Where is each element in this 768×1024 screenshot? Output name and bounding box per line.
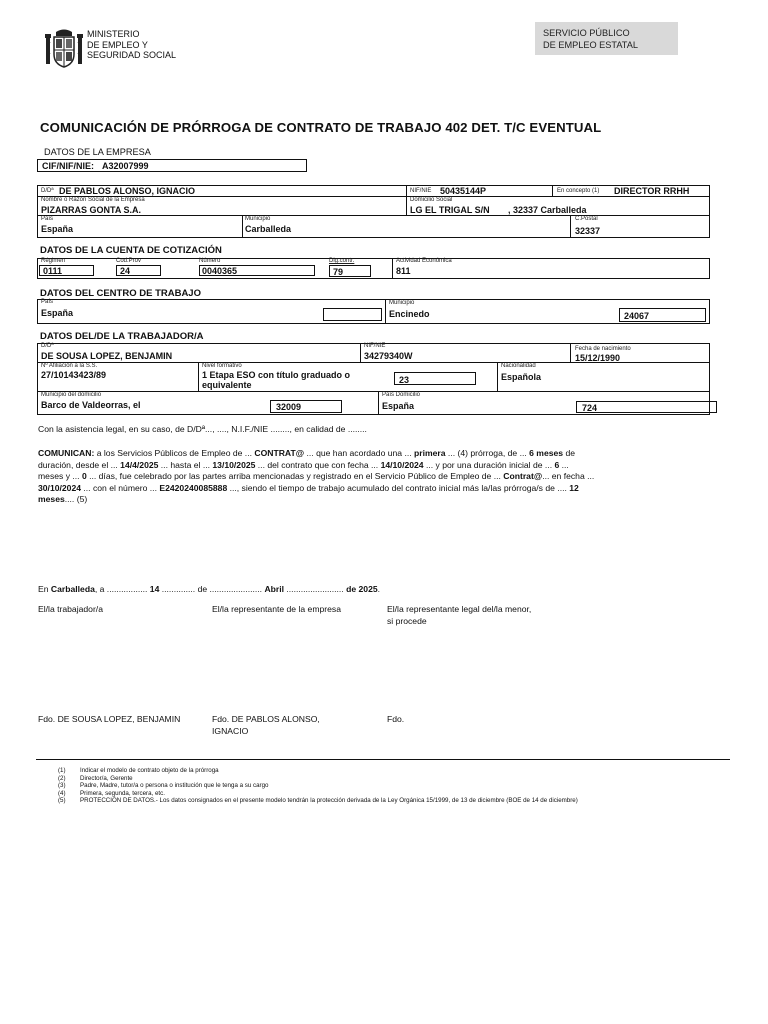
comunican-paragraph <box>38 448 728 506</box>
codprov-field <box>116 265 161 276</box>
text: de <box>563 448 576 458</box>
fdo-empresa-1: Fdo. DE PABLOS ALONSO, <box>212 714 320 724</box>
divider <box>242 215 243 238</box>
concepto-label: En concepto (1) <box>557 188 600 194</box>
fecha-lugar: Carballeda <box>50 584 95 594</box>
fecha-anio: de 2025 <box>346 584 378 594</box>
trab-nacionalidad-value: Española <box>501 372 542 382</box>
divider <box>497 362 498 391</box>
centro-pais-value: España <box>41 308 74 318</box>
tiempo-acumulado-value: 12 <box>569 482 579 493</box>
dig-label: Dig.contr. <box>329 258 355 264</box>
divider <box>37 391 710 392</box>
trabajador-heading: DATOS DEL/DE LA TRABAJADOR/A <box>40 331 204 342</box>
text: ... con el número ... <box>81 482 160 493</box>
divider <box>570 343 571 362</box>
fdo-trabajador: Fdo. DE SOUSA LOPEZ, BENJAMIN <box>38 714 181 724</box>
trab-pais-label: País Domicilio <box>382 392 421 398</box>
sepe-line-2: DE EMPLEO ESTATAL <box>543 40 638 50</box>
prorroga-ordinal: primera <box>414 448 446 458</box>
footnote <box>58 797 728 805</box>
ministry-line-3: SEGURIDAD SOCIAL <box>87 50 177 60</box>
asistencia-text: Con la asistencia legal, en su caso, de D/Dª..., ...., N.I.F./NIE ........, en calidad de ........ <box>38 424 367 434</box>
divider <box>378 391 379 415</box>
text: .............. de ...................... <box>161 584 263 594</box>
actividad-label: Actividad Económica <box>396 258 452 264</box>
duracion-value: 6 meses <box>529 448 564 458</box>
nif-value: 50435144P <box>440 186 487 196</box>
footnote-text: PROTECCIÓN DE DATOS.- Los datos consignados en el presente modelo tendrán la protección derivada de la Ley Orgánica 15/1999, de 13 de diciembre (BOE de 14 de diciembre) <box>80 797 578 805</box>
footnote-text: Indicar el modelo de contrato objeto de la prórroga <box>80 767 219 774</box>
fecha-line <box>38 584 380 596</box>
text: ... hasta el ... <box>158 459 213 470</box>
trab-nif-label: NIF/NIE <box>364 343 386 349</box>
registro-servicio: Contrat@ <box>503 471 543 481</box>
text: meses y ... <box>38 471 82 481</box>
trab-nivel-value-2: equivalente <box>202 380 252 390</box>
text: ... en fecha ... <box>542 471 595 481</box>
domicilio-label: Domicilio Social <box>410 197 453 203</box>
text: ........................ <box>286 584 344 594</box>
text: ... <box>559 459 569 470</box>
dd-value: DE PABLOS ALONSO, IGNACIO <box>59 186 196 196</box>
centro-pais-label: País <box>41 299 54 305</box>
footnote <box>58 767 728 775</box>
firma-menor-label <box>387 604 531 627</box>
fdo-empresa-2: IGNACIO <box>212 725 249 736</box>
trab-dd-value: DE SOUSA LOPEZ, BENJAMIN <box>41 351 173 361</box>
text: , a ................. <box>94 584 148 594</box>
trab-municipio-value: Barco de Valdeorras, el <box>41 400 141 410</box>
trab-municipio-label: Municipio del domicilio <box>41 392 102 398</box>
trab-nivel-code-field <box>394 372 476 385</box>
trab-pais-code: 724 <box>582 403 598 413</box>
divider <box>392 258 393 279</box>
ministry-name <box>87 29 176 61</box>
footnote-number: (5) <box>58 797 66 805</box>
text: .... (5) <box>64 494 88 504</box>
domicilio-value: LG EL TRIGAL S/N <box>410 205 490 215</box>
trab-municipio-cp: 32009 <box>276 402 302 412</box>
ministry-line-2: DE EMPLEO Y <box>87 39 148 50</box>
text: ... y por una duración inicial de ... <box>423 459 555 470</box>
firma-trabajador-label: El/la trabajador/a <box>38 604 103 614</box>
cuenta-heading: DATOS DE LA CUENTA DE COTIZACIÓN <box>40 245 222 256</box>
footnote-text: Director/a, Gerente <box>80 774 133 782</box>
codprov-label: Cod.Prov <box>116 258 142 264</box>
comunican-line-5 <box>38 494 728 506</box>
text: ... que han acordado una ... <box>304 448 415 458</box>
concepto-value: DIRECTOR RRHH <box>614 186 690 196</box>
comunican-line-3 <box>38 471 728 483</box>
sepe-line-1: SERVICIO PÚBLICO <box>543 28 630 38</box>
cpostal-value: 32337 <box>575 226 601 236</box>
footnote <box>58 790 728 798</box>
cif-value: A32007999 <box>102 161 149 171</box>
divider <box>198 362 199 391</box>
fecha-registro-value: 30/10/2024 <box>38 482 82 493</box>
sepe-badge <box>535 22 678 55</box>
trab-afiliacion-value: 27/10143423/89 <box>41 370 107 380</box>
divider <box>360 343 361 362</box>
numero-registro-value: E2420240085888 <box>159 482 228 493</box>
text: ... días, fue celebrado por las partes arriba mencionadas y registrado en el Servicio Público de Empleo de ... <box>86 471 504 481</box>
footnote-number: (2) <box>58 774 66 782</box>
text: En <box>38 584 49 594</box>
fdo-empresa <box>212 714 320 737</box>
centro-cp-field <box>619 308 706 322</box>
centro-municipio-value: Encinedo <box>389 309 430 319</box>
divider <box>406 185 407 215</box>
empresa-heading: DATOS DE LA EMPRESA <box>44 147 151 157</box>
footnote <box>58 775 728 783</box>
divider <box>37 215 710 216</box>
trab-nacimiento-value: 15/12/1990 <box>575 353 621 363</box>
footnote-number: (4) <box>58 789 66 797</box>
footnote-text: Padre, Madre, tutor/a o persona o institución que le tenga a su cargo <box>80 782 269 790</box>
cpostal-label: C.Postal <box>575 216 598 222</box>
footnote-number: (3) <box>58 782 66 790</box>
razon-value: PIZARRAS GONTA S.A. <box>41 205 142 215</box>
comunican-line-2 <box>38 460 728 472</box>
text: a los Servicios Públicos de Empleo de ... <box>94 448 255 458</box>
text: . <box>377 584 381 594</box>
municipio-label: Municipio <box>245 216 271 222</box>
centro-heading: DATOS DEL CENTRO DE TRABAJO <box>40 288 201 299</box>
trab-nivel-label: Nivel formativo <box>202 363 242 369</box>
trab-municipio-cp-field <box>270 400 342 413</box>
trab-nif-value: 34279340W <box>364 351 413 361</box>
numero-field <box>199 265 315 276</box>
cif-box <box>37 159 307 172</box>
spanish-coat-of-arms-logo <box>44 28 84 70</box>
firma-empresa-label: El/la representante de la empresa <box>212 604 341 614</box>
regimen-field <box>39 265 94 276</box>
duracion-inicial-meses: 6 <box>554 459 560 470</box>
divider <box>552 185 553 196</box>
pais-value: España <box>41 224 74 234</box>
actividad-value: 811 <box>396 266 411 276</box>
text: ..., siendo el tiempo de trabajo acumulado del contrato inicial más la/las prórroga/s de .... <box>227 482 570 493</box>
trab-dd-label: D/Dª <box>41 343 54 349</box>
dig-field <box>329 265 371 277</box>
centro-cp-value: 24067 <box>624 311 650 321</box>
trab-nacimiento-label: Fecha de nacimiento <box>575 346 631 352</box>
servicio-value: CONTRAT@ <box>254 448 305 458</box>
hasta-value: 13/10/2025 <box>212 459 256 470</box>
comunican-line-1 <box>38 448 728 460</box>
divider <box>570 215 571 238</box>
page-title: COMUNICACIÓN DE PRÓRROGA DE CONTRATO DE TRABAJO 402 DET. T/C EVENTUAL <box>40 120 602 135</box>
fecha-dia: 14 <box>149 584 160 594</box>
footnote-text: Primera, segunda, tercera, etc. <box>80 789 165 797</box>
fecha-contrato-value: 14/10/2024 <box>380 459 424 470</box>
footnotes-separator <box>36 759 730 760</box>
numero-value: 0040365 <box>202 266 238 276</box>
text: ... del contrato que con fecha ... <box>255 459 381 470</box>
centro-pais-code-field <box>323 308 382 321</box>
razon-label: Nombre o Razón Social de la Empresa <box>41 197 145 203</box>
firma-menor-label-2: si procede <box>387 615 427 626</box>
footnote <box>58 782 728 790</box>
domicilio-cp-city: , 32337 Carballeda <box>508 205 587 215</box>
comunican-keyword: COMUNICAN: <box>38 448 95 458</box>
trab-nacionalidad-label: Nacionalidad <box>501 363 536 369</box>
regimen-value: 0111 <box>43 266 63 276</box>
divider <box>385 299 386 324</box>
footnote-number: (1) <box>58 767 66 774</box>
footnotes <box>58 767 728 805</box>
fdo-menor: Fdo. <box>387 714 405 724</box>
fecha-mes: Abril <box>264 584 285 594</box>
text: duración, desde el ... <box>38 459 121 470</box>
dig-value: 79 <box>333 267 344 277</box>
tiempo-acumulado-unit: meses <box>38 494 65 504</box>
regimen-label: Régimen <box>41 258 66 264</box>
comunican-line-4 <box>38 483 728 495</box>
dd-label: D/Dª <box>41 188 54 194</box>
centro-municipio-label: Municipio <box>389 300 415 306</box>
pais-label: País <box>41 216 54 222</box>
municipio-value: Carballeda <box>245 224 292 234</box>
trab-pais-value: España <box>382 401 415 411</box>
duracion-inicial-dias: 0 <box>81 471 87 481</box>
cif-label: CIF/NIF/NIE: <box>42 161 94 171</box>
trab-nivel-value-1: 1 Etapa ESO con título graduado o <box>202 370 351 380</box>
nif-label: NIF/NIE <box>410 188 432 194</box>
trab-afiliacion-label: Nº Afiliación a la S.S. <box>41 363 98 369</box>
trab-pais-code-field <box>576 401 717 413</box>
trab-nivel-code: 23 <box>399 375 410 385</box>
desde-value: 14/4/2025 <box>120 459 159 470</box>
text: ... (4) prórroga, de ... <box>445 448 530 458</box>
codprov-value: 24 <box>120 266 131 276</box>
ministry-line-1: MINISTERIO <box>87 29 140 39</box>
numero-label: Número <box>199 258 221 264</box>
firma-menor-label-1: El/la representante legal del/la menor, <box>387 604 532 614</box>
